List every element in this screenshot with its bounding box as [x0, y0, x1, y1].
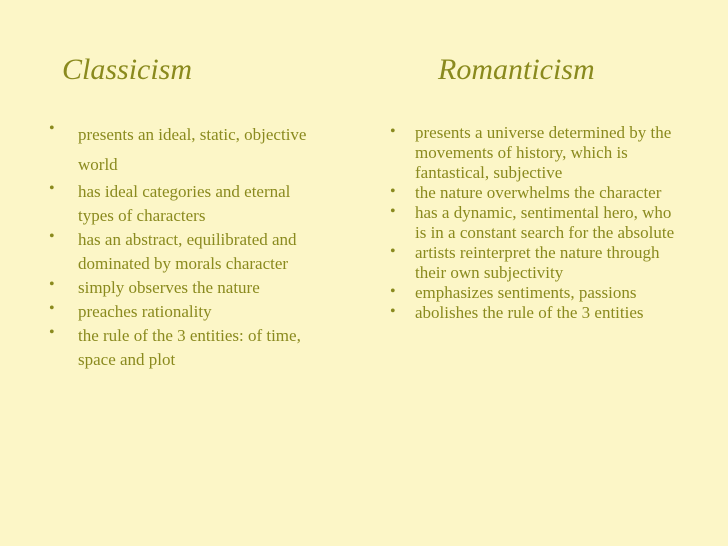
bullet-icon: •: [49, 300, 55, 317]
list-item-text: abolishes the rule of the 3 entities: [415, 303, 644, 322]
list-item: [0, 276, 340, 300]
romanticism-list: [364, 123, 728, 323]
list-item-text: presents an ideal, static, objective world: [78, 125, 307, 174]
list-item-text: has an abstract, equilibrated and dominated by morals character: [78, 230, 297, 273]
list-item: [364, 243, 728, 283]
list-item-text: the rule of the 3 entities: of time, space and plot: [78, 326, 301, 369]
classicism-heading: Classicism: [62, 53, 193, 86]
list-item: [364, 283, 728, 303]
list-item: [0, 228, 340, 276]
bullet-icon: •: [390, 303, 396, 320]
list-item-text: has ideal categories and eternal types of characters: [78, 182, 291, 225]
bullet-icon: •: [390, 243, 396, 260]
list-item: [364, 183, 728, 203]
bullet-icon: •: [49, 276, 55, 293]
list-item-text: simply observes the nature: [78, 278, 260, 297]
list-item-text: has a dynamic, sentimental hero, who is in a constant search for the absolute: [415, 203, 675, 242]
classicism-list: [0, 120, 340, 372]
list-item-text: emphasizes sentiments, passions: [415, 283, 637, 302]
list-item-text: preaches rationality: [78, 302, 212, 321]
list-item: [364, 123, 728, 183]
romanticism-heading: Romanticism: [438, 53, 595, 86]
list-item: [0, 120, 340, 180]
bullet-icon: •: [49, 228, 55, 245]
list-item: [364, 303, 728, 323]
bullet-icon: •: [390, 203, 396, 220]
list-item-text: artists reinterpret the nature through their own subjectivity: [415, 243, 660, 282]
bullet-icon: •: [390, 183, 396, 200]
bullet-icon: •: [49, 324, 55, 341]
list-item: [0, 324, 340, 372]
list-item-text: presents a universe determined by the movements of history, which is fantastical, subjective: [415, 123, 672, 182]
bullet-icon: •: [390, 283, 396, 300]
list-item: [364, 203, 728, 243]
bullet-icon: •: [49, 180, 55, 197]
list-item: [0, 300, 340, 324]
bullet-icon: •: [49, 120, 55, 137]
list-item: [0, 180, 340, 228]
bullet-icon: •: [390, 123, 396, 140]
list-item-text: the nature overwhelms the character: [415, 183, 662, 202]
